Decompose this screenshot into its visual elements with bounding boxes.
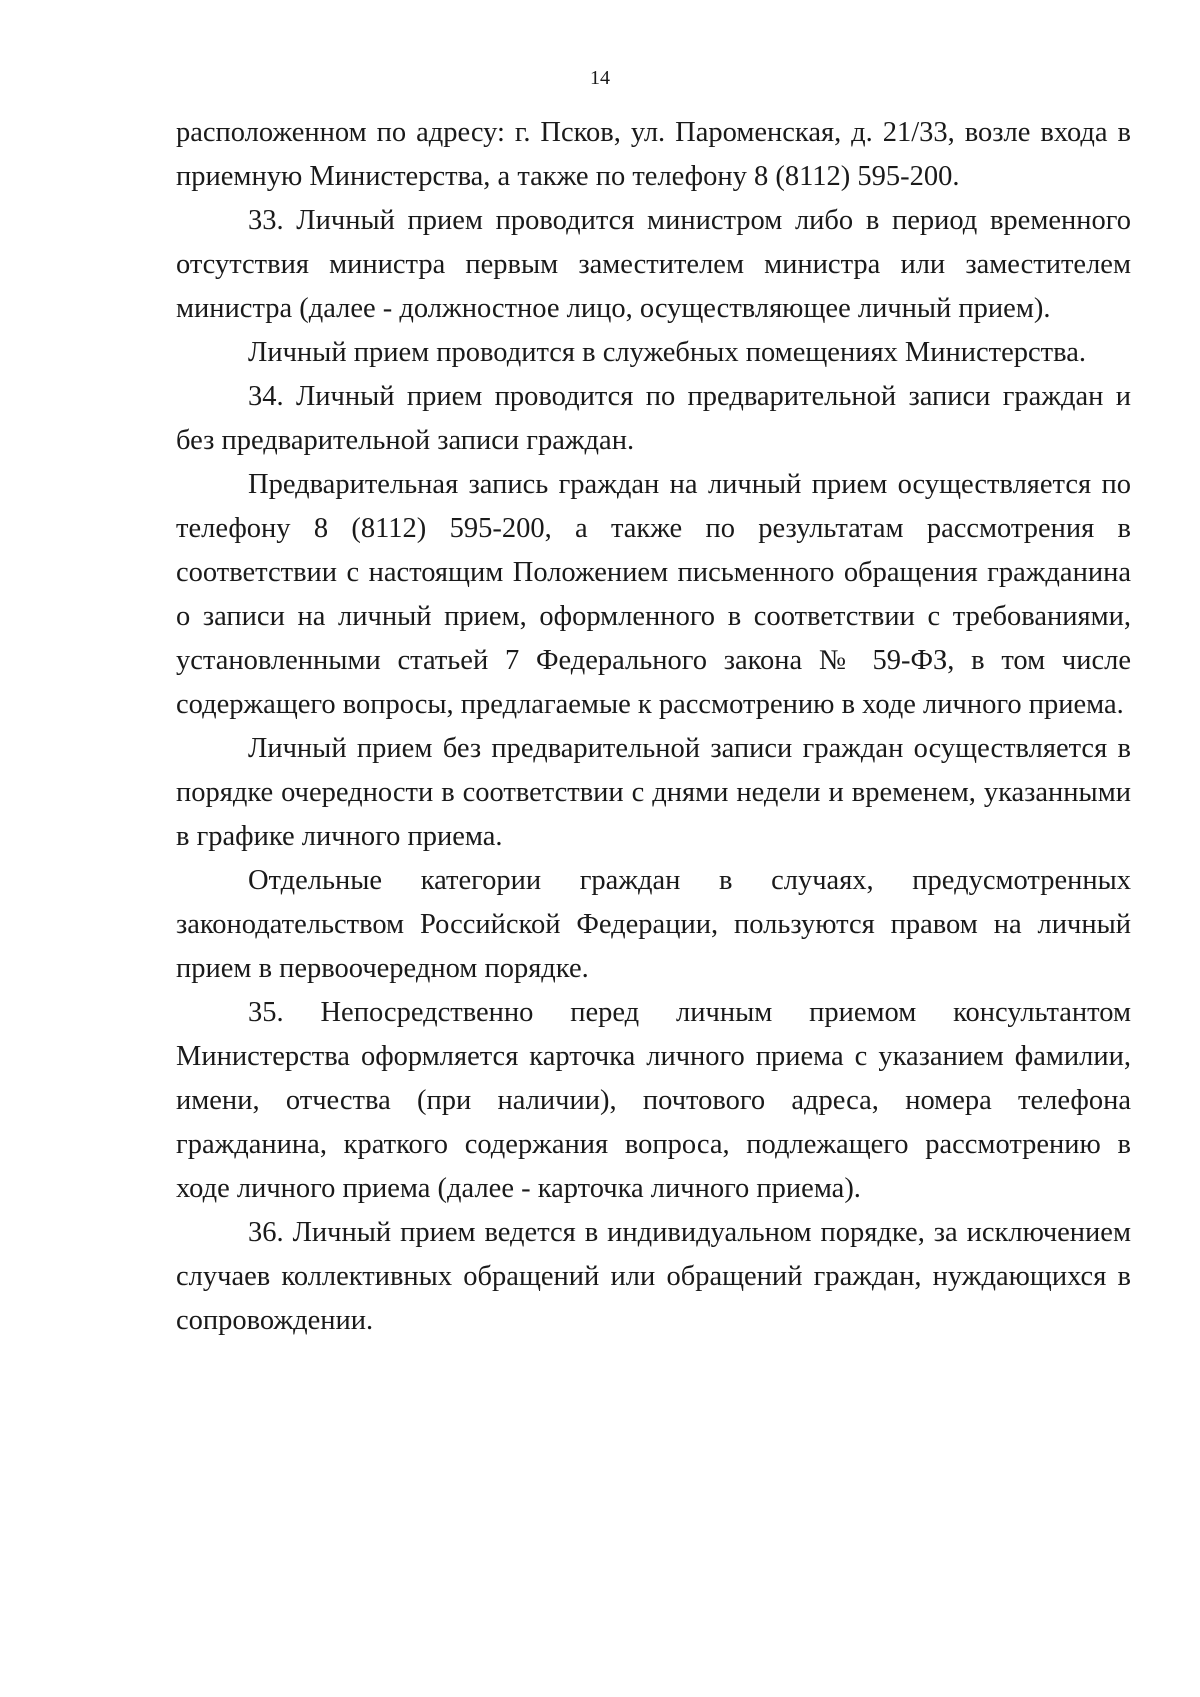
paragraph-34: 34. Личный прием проводится по предварительной записи граждан и без предварительной записи граждан. bbox=[176, 381, 1131, 456]
page-number: 14 bbox=[590, 67, 610, 89]
paragraph-priority-categories: Отдельные категории граждан в случаях, предусмотренных законодательством Российской Федерации, пользуются правом на личный прием в первоочередном порядке. bbox=[176, 865, 1131, 984]
paragraph-address-continuation: расположенном по адресу: г. Псков, ул. Пароменская, д. 21/33, возле входа в приемную Министерства, а также по телефону 8 (8112) 595-200. bbox=[176, 117, 1131, 192]
paragraph-33: 33. Личный прием проводится министром либо в период временного отсутствия министра первым заместителем министра или заместителем министра (далее - должностное лицо, осуществляющее личный прием). bbox=[176, 205, 1131, 324]
paragraph-without-registration: Личный прием без предварительной записи граждан осуществляется в порядке очередности в соответствии с днями недели и временем, указанными в графике личного приема. bbox=[176, 733, 1131, 852]
paragraph-preliminary-registration: Предварительная запись граждан на личный прием осуществляется по телефону 8 (8112) 595-200, а также по результатам рассмотрения в соответствии с настоящим Положением письменного обращения гражданина о записи на личный прием, оформленного в соответствии с требованиями, установленными статьей 7 Федерального закона № 59-ФЗ, в том числе содержащего вопросы, предлагаемые к рассмотрению в ходе личного приема. bbox=[176, 469, 1131, 720]
paragraph-36: 36. Личный прием ведется в индивидуальном порядке, за исключением случаев коллективных обращений или обращений граждан, нуждающихся в сопровождении. bbox=[176, 1217, 1131, 1336]
paragraph-35: 35. Непосредственно перед личным приемом консультантом Министерства оформляется карточка личного приема с указанием фамилии, имени, отчества (при наличии), почтового адреса, номера телефона гражданина, краткого содержания вопроса, подлежащего рассмотрению в ходе личного приема (далее - карточка личного приема). bbox=[176, 997, 1131, 1204]
paragraph-reception-location: Личный прием проводится в служебных помещениях Министерства. bbox=[248, 337, 1086, 368]
document-body bbox=[176, 111, 1131, 1343]
